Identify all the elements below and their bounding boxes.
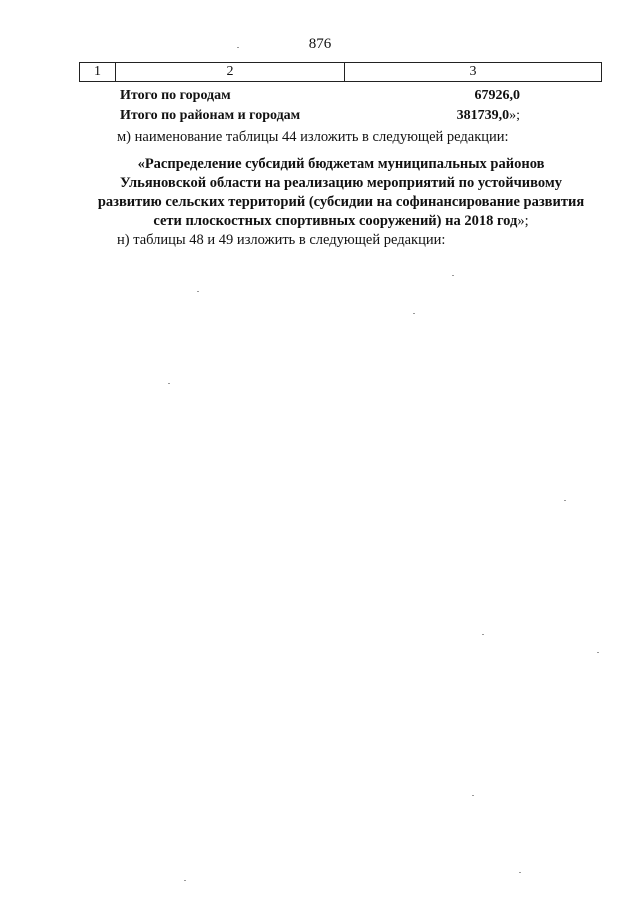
column-number-3: 3 <box>345 63 602 82</box>
scan-speck <box>597 652 599 653</box>
total-cities-row <box>120 88 520 108</box>
heading-line-4 <box>80 212 602 231</box>
column-number-table <box>79 62 602 82</box>
scan-speck <box>472 795 474 796</box>
column-number-1: 1 <box>80 63 116 82</box>
table-row <box>80 63 602 82</box>
scan-speck <box>519 872 521 873</box>
scan-speck <box>237 47 239 48</box>
total-districts-cities-value <box>457 108 520 124</box>
total-cities-value <box>475 88 521 104</box>
table-44-heading <box>80 155 602 231</box>
paragraph-m: м) наименование таблицы 44 изложить в следующей редакции: <box>117 129 509 145</box>
total-districts-cities-suffix: »; <box>509 108 520 123</box>
column-number-2: 2 <box>116 63 345 82</box>
total-districts-cities-row <box>120 108 520 128</box>
total-districts-cities-label: Итого по районам и городам <box>120 108 301 123</box>
heading-line-1: «Распределение субсидий бюджетам муниципальных районов <box>137 156 545 172</box>
total-cities-number: 67926,0 <box>474 88 520 103</box>
page-number: 876 <box>308 36 332 52</box>
total-cities-label: Итого по городам <box>120 88 231 103</box>
scan-speck <box>452 275 454 276</box>
heading-closing-quote: »; <box>517 213 529 229</box>
heading-line-3: развитию сельских территорий (субсидии на софинансирование развития <box>97 194 585 210</box>
scan-speck <box>413 313 415 314</box>
scan-speck <box>184 880 186 881</box>
scan-speck <box>482 634 484 635</box>
scan-speck <box>197 291 199 292</box>
heading-line-2: Ульяновской области на реализацию мероприятий по устойчивому <box>120 175 562 191</box>
total-districts-cities-number: 381739,0 <box>456 108 510 123</box>
scan-speck <box>168 383 170 384</box>
heading-line-4-text: сети плоскостных спортивных сооружений) на 2018 год <box>153 213 518 229</box>
paragraph-n: н) таблицы 48 и 49 изложить в следующей редакции: <box>117 232 446 248</box>
scan-speck <box>564 500 566 501</box>
